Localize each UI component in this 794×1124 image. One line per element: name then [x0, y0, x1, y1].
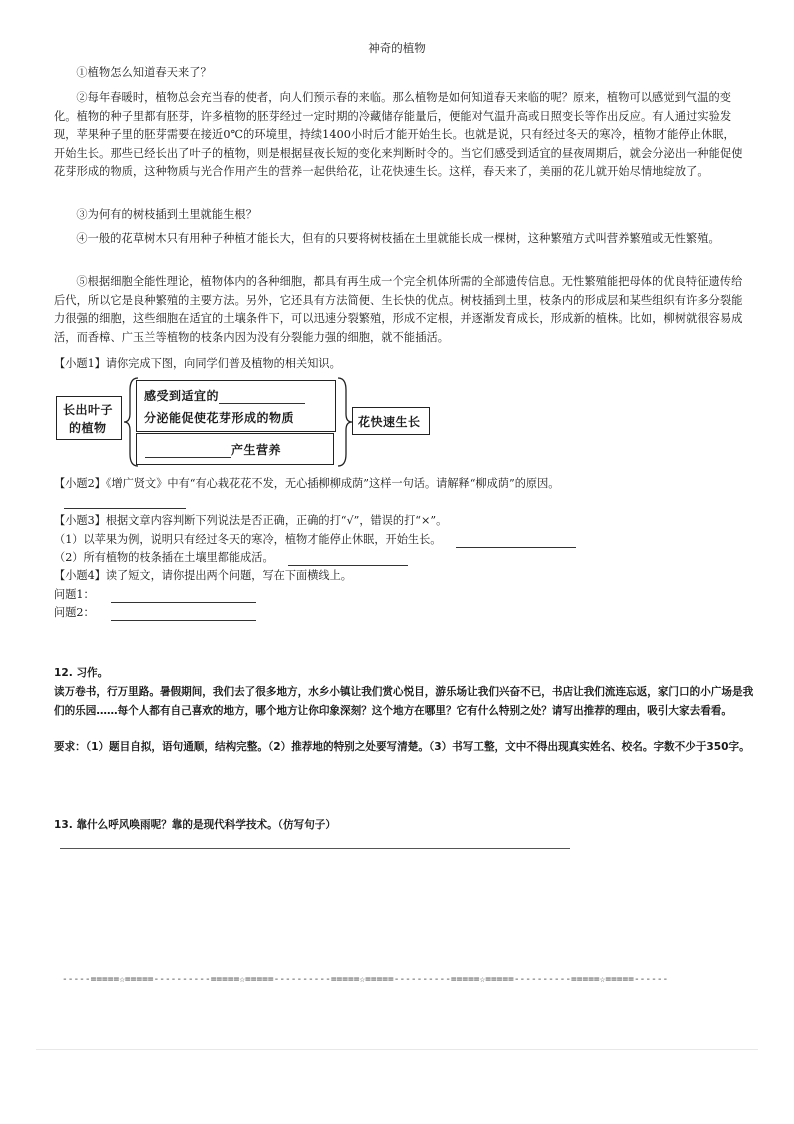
diagram-top-blank[interactable]: [219, 391, 305, 404]
question-3-item-2: [54, 550, 408, 566]
question-4-q2: [54, 605, 256, 621]
section-13-prompt: 13. 靠什么呼风唤雨呢？靠的是现代科学技术。（仿写句子）: [54, 819, 336, 831]
diagram-bottom: [145, 441, 281, 458]
section-12-requirements: 要求：（1）题目自拟，语句通顺，结构完整。（2）推荐地的特别之处要写清楚。（3）书写工整，文中不得出现真实姓名、校名。字数不少于350字。: [54, 741, 750, 753]
diagram-left-line2: 的植物: [69, 421, 107, 435]
question-2-prompt: 【小题2】《增广贤文》中有“有心栽花花不发，无心插柳柳成荫”这样一句话。请解释“柳成荫”的原因。: [54, 477, 560, 490]
page-title: 神奇的植物: [368, 41, 426, 55]
paragraph-1: ①植物怎么知道春天来了？: [76, 66, 212, 79]
paragraph-2: ②每年春暖时，植物总会充当春的使者，向人们预示春的来临。那么植物是如何知道春天来临的呢？原来，植物可以感觉到气温的变化。植物的种子里都有胚芽，许多植物的胚芽经过一定时期的冷藏储存能量后，便能对气温升高或日照变长等作出反应。有人通过实验发现，苹果种子里的胚芽需要在接近0℃的环境里，持续1400小时后才能开始生长。也就是说，只有经过冬天的寒冷，植物才能停止休眠，开始生长。那些已经长出了叶子的植物，则是根据昼夜长短的变化来判断时令的。当它们感受到适宜的昼夜周期后，就会分泌出一种能促使花芽形成的物质，这种物质与光合作用产生的营养一起供给花，让花快速生长。这样，春天来了，美丽的花儿就开始尽情地绽放了。: [54, 91, 743, 179]
diagram-top-a: [144, 387, 305, 404]
question-4-label-1: 问题1：: [54, 588, 95, 601]
question-3-item-2-blank[interactable]: [288, 553, 408, 566]
section-12-body: 读万卷书，行万里路。暑假期间，我们去了很多地方，水乡小镇让我们赏心悦目，游乐场让我们兴奋不已，书店让我们流连忘返，家门口的小广场是我们的乐园……每个人都有自己喜欢的地方，哪个地方让你印象深刻？这个地方在哪里？它有什么特别之处？请写出推荐的理由，吸引大家去看看。: [54, 686, 754, 717]
question-4-answer-1[interactable]: [111, 590, 256, 603]
paragraph-5: ⑤根据细胞全能性理论，植物体内的各种细胞，都具有再生成一个完全机体所需的全部遗传信息。无性繁殖能把母体的优良特征遗传给后代，所以它是良种繁殖的主要方法。另外，它还具有方法简便、生长快的优点。树枝插到土里，枝条内的形成层和某些组织有许多分裂能力很强的细胞，这些细胞在适宜的土壤条件下，可以迅速分裂繁殖，形成不定根，并逐渐发育成长，形成新的植株。比如，柳树就很容易成活，而香樟、广玉兰等植物的枝条内因为没有分裂能力强的细胞，就不能插活。: [54, 275, 743, 344]
diagram-right-box: [352, 407, 430, 435]
question-4-answer-2[interactable]: [111, 608, 256, 621]
diagram-bottom-blank[interactable]: [145, 445, 231, 458]
diagram-top-a-text: 感受到适宜的: [144, 389, 220, 403]
footer-rule: [36, 1049, 758, 1050]
page-divider: -----=====☆=====----------=====☆=====----------=====☆=====----------=====☆=====----------=====☆=====------: [62, 974, 669, 985]
diagram-left-box: [56, 396, 122, 440]
question-1-prompt: 【小题1】请你完成下图，向同学们普及植物的相关知识。: [54, 357, 341, 370]
question-3-item-2-text: （2）所有植物的枝条插在土壤里都能成活。: [54, 551, 274, 564]
paragraph-4: ④一般的花草树木只有用种子种植才能长大，但有的只要将树枝插在土里就能长成一棵树，这种繁殖方式叫营养繁殖或无性繁殖。: [76, 232, 720, 245]
diagram-top-box: [136, 380, 336, 432]
section-13-answer-line[interactable]: [60, 848, 570, 849]
diagram-top-b: 分泌能促使花芽形成的物质: [144, 411, 295, 425]
question-3-item-1-blank[interactable]: [456, 535, 576, 548]
diagram-right: 花快速生长: [358, 415, 421, 429]
question-2-answer-line[interactable]: [64, 496, 186, 509]
question-4-q1: [54, 587, 256, 603]
section-12-heading: 12. 习作。: [54, 667, 109, 679]
diagram-bottom-box: [136, 433, 334, 465]
diagram-left-line1: 长出叶子: [63, 403, 114, 417]
paragraph-3: ③为何有的树枝插到土里就能生根？: [76, 208, 257, 221]
question-4-label-2: 问题2：: [54, 606, 95, 619]
diagram-bottom-text: 产生营养: [231, 443, 282, 457]
question-3-item-1: [54, 532, 576, 548]
question-3-item-1-text: （1）以苹果为例，说明只有经过冬天的寒冷，植物才能停止休眠，开始生长。: [54, 533, 442, 546]
question-3-prompt: 【小题3】根据文章内容判断下列说法是否正确，正确的打“√”，错误的打“×”。: [54, 514, 448, 527]
right-brace-icon: [334, 376, 354, 468]
question-4-prompt: 【小题4】读了短文，请你提出两个问题，写在下面横线上。: [54, 569, 352, 582]
